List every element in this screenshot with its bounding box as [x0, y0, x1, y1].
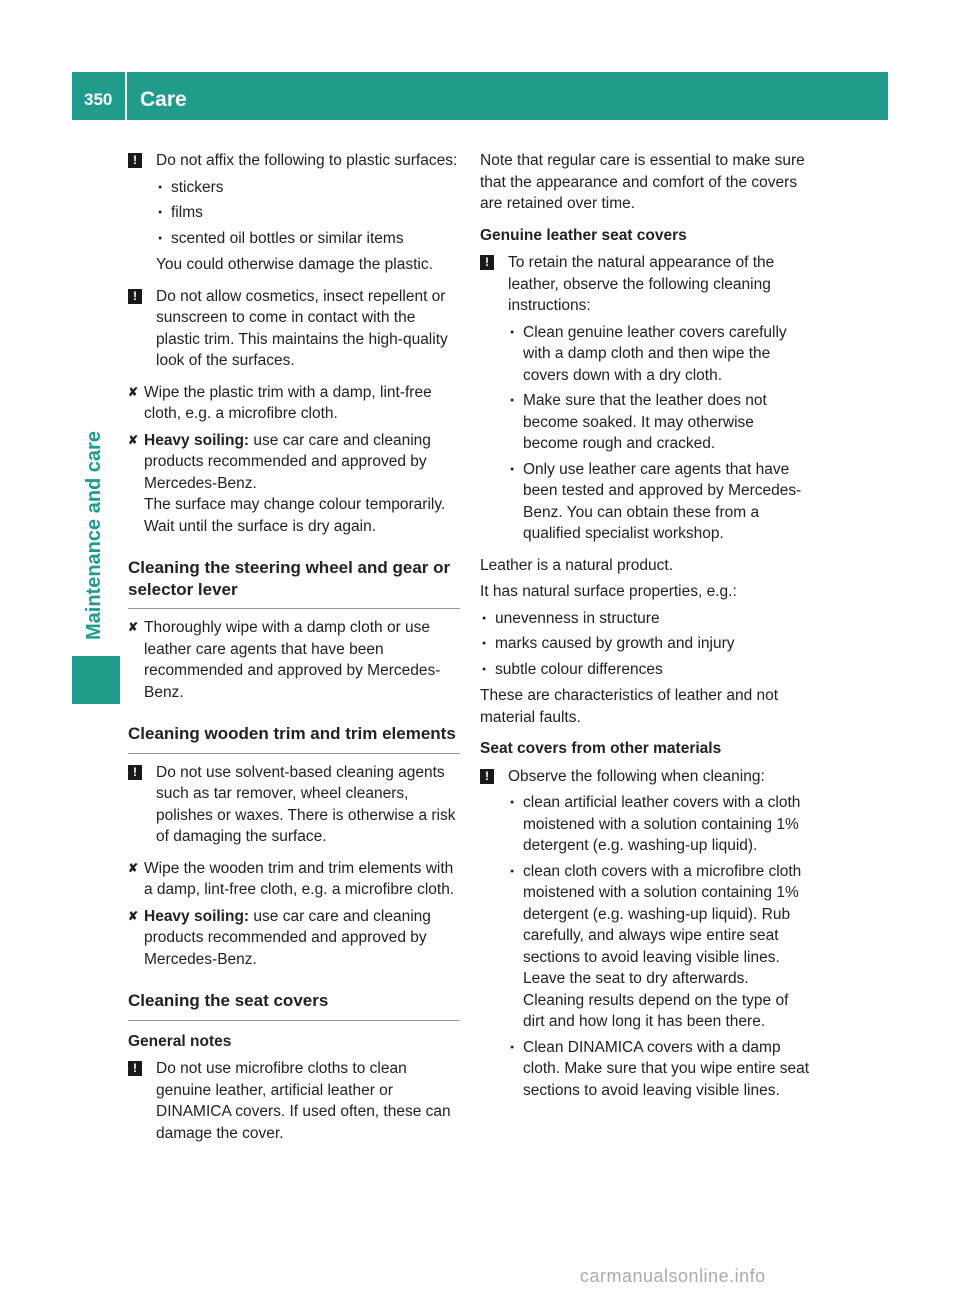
step-wipe-wood — [128, 858, 460, 901]
step-arrow-icon: ✘ — [128, 432, 139, 447]
warning-plastic-affix — [128, 150, 460, 276]
heading-general-notes: General notes — [128, 1032, 232, 1050]
bullet-list — [480, 608, 812, 681]
warning-cosmetics — [128, 286, 460, 372]
warning-text: Do not use microfibre cloths to clean genuine leather, artificial leather or DINAMICA covers. If used often, these can damage the cover. — [156, 1060, 451, 1142]
list-item: ● stickers — [156, 177, 460, 199]
warning-text: Do not affix the following to plastic surfaces: — [156, 152, 458, 169]
heading-wood: Cleaning wooden trim and trim elements — [128, 723, 460, 754]
side-tab — [83, 431, 105, 641]
step-heavy-soiling-wood — [128, 906, 460, 971]
list-item: ● clean artificial leather covers with a cloth moistened with a solution containing 1% detergent (e.g. washing-up liquid). — [508, 792, 812, 857]
warning-text: Do not use solvent-based cleaning agents such as tar remover, wheel cleaners, polishes or waxes. There is otherwise a risk of damaging the surface. — [156, 763, 456, 845]
step-text: use car care and cleaning products recommended and approved by Mercedes-Benz. — [144, 907, 431, 968]
paragraph: These are characteristics of leather and not material faults. — [480, 687, 779, 726]
step-wipe-plastic — [128, 382, 460, 425]
step-text: use car care and cleaning products recommended and approved by Mercedes-Benz. — [144, 431, 431, 492]
warning-after: You could otherwise damage the plastic. — [156, 256, 433, 273]
step-arrow-icon: ✘ — [128, 620, 139, 634]
list-item: ● marks caused by growth and injury — [480, 633, 812, 655]
list-item: ● Clean DINAMICA covers with a damp cloth. Make sure that you wipe entire seat sections to avoid leaving visible lines. — [508, 1037, 812, 1102]
list-item: ● clean cloth covers with a microfibre cloth moistened with a solution containing 1% detergent (e.g. washing-up liquid). Rub carefully, and always wipe entire seat sections to avoid leaving visible lines. Leave the seat to dry afterwards. Cleaning results depend on the type of dirt and how long it has been there. — [508, 861, 812, 1033]
warning-text: Observe the following when cleaning: — [508, 767, 765, 785]
side-tab-block — [72, 656, 120, 704]
list-item: ● Clean genuine leather covers carefully with a damp cloth and then wipe the covers down with a dry cloth. — [508, 322, 812, 387]
warning-text: To retain the natural appearance of the leather, observe the following cleaning instructions: — [508, 254, 775, 314]
bullet-list — [508, 322, 812, 545]
step-extra: The surface may change colour temporarily. Wait until the surface is dry again. — [144, 496, 446, 535]
list-item: ● Only use leather care agents that have been tested and approved by Mercedes-Benz. You can obtain these from a qualified specialist workshop. — [508, 459, 812, 545]
heading-steering: Cleaning the steering wheel and gear or selector lever — [128, 557, 460, 609]
list-item: ● subtle colour differences — [480, 659, 812, 681]
list-item: ● Make sure that the leather does not become soaked. It may otherwise become rough and cracked. — [508, 390, 812, 455]
heading-genuine-leather: Genuine leather seat covers — [480, 226, 687, 244]
warning-solvent — [128, 762, 460, 848]
warning-icon — [128, 153, 142, 168]
paragraph: Note that regular care is essential to make sure that the appearance and comfort of the covers are retained over time. — [480, 152, 805, 212]
warning-icon — [128, 765, 142, 780]
warning-icon — [480, 769, 494, 784]
paragraph: It has natural surface properties, e.g.: — [480, 583, 737, 600]
heading-other-materials: Seat covers from other materials — [480, 740, 722, 757]
right-column — [480, 150, 812, 1111]
step-text: Thoroughly wipe with a damp cloth or use leather care agents that have been recommended and approved by Mercedes-Benz. — [144, 619, 441, 701]
header-divider — [125, 72, 127, 120]
bullet-list — [508, 792, 812, 1101]
paragraph: Leather is a natural product. — [480, 556, 674, 574]
heading-seat-covers: Cleaning the seat covers — [128, 990, 460, 1021]
left-column — [128, 150, 460, 1154]
warning-icon — [480, 255, 494, 270]
side-tab-label: Maintenance and care — [83, 431, 105, 640]
footer-watermark: carmanualsonline.info — [580, 1266, 766, 1286]
step-bold: Heavy soiling: — [144, 431, 250, 449]
header-bar — [72, 72, 888, 120]
step-arrow-icon: ✘ — [128, 384, 139, 399]
step-bold: Heavy soiling: — [144, 907, 250, 925]
warning-icon — [128, 289, 142, 304]
warning-text: Do not allow cosmetics, insect repellent or sunscreen to come in contact with the plastic trim. This maintains the high-quality look of the surfaces. — [156, 287, 448, 369]
step-arrow-icon: ✘ — [128, 860, 139, 875]
warning-microfibre — [128, 1058, 460, 1144]
step-arrow-icon: ✘ — [128, 908, 139, 923]
list-item: ● films — [156, 202, 460, 224]
warning-leather — [480, 252, 812, 545]
list-item: ● scented oil bottles or similar items — [156, 228, 460, 250]
step-heavy-soiling — [128, 430, 460, 538]
warning-other-materials — [480, 766, 812, 1102]
page-title: Care — [140, 88, 187, 111]
step-text: Wipe the plastic trim with a damp, lint-free cloth, e.g. a microfibre cloth. — [144, 383, 432, 422]
step-text: Wipe the wooden trim and trim elements with a damp, lint-free cloth, e.g. a microfibre cloth. — [144, 859, 455, 898]
warning-icon — [128, 1061, 142, 1076]
bullet-list — [156, 177, 460, 250]
page-number: 350 — [84, 90, 113, 109]
step-steering — [128, 617, 460, 703]
list-item: ● unevenness in structure — [480, 608, 812, 630]
